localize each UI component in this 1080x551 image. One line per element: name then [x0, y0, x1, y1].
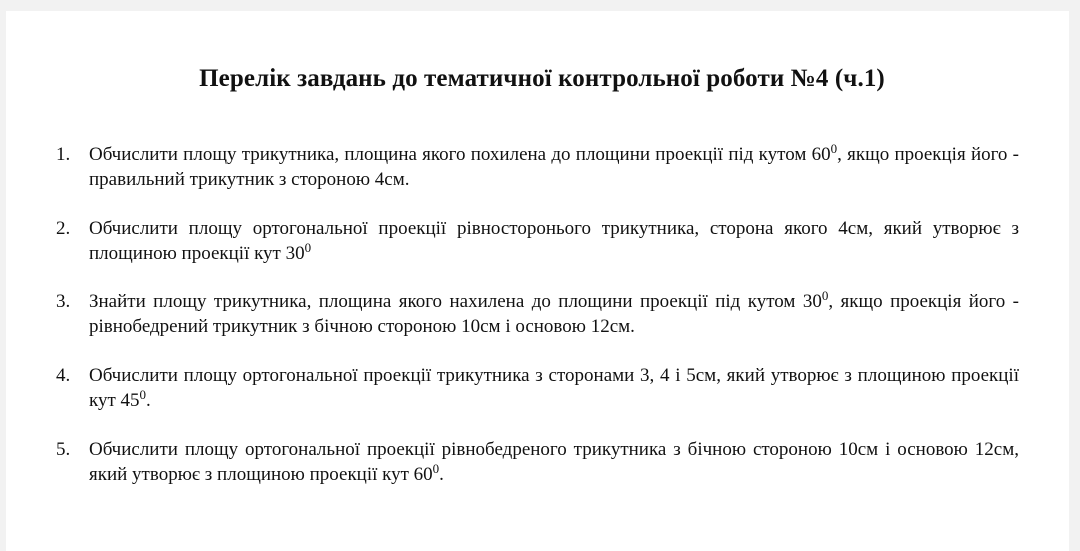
task-text: [89, 142, 1019, 192]
task-number: 2.: [56, 218, 71, 239]
task-text-tail: , якщо проекція його - правильний трикутник з стороною 4см.: [89, 144, 1019, 190]
task-item-1: [56, 142, 1019, 192]
degree-superscript: 0: [139, 387, 147, 402]
task-text-tail: , якщо проекція його - рівнобедрений трикутник з бічною стороною 10см і основою 12см.: [89, 291, 1019, 337]
task-text-main: Обчислити площу ортогональної проекції рівносторонього трикутника, сторона якого 4см, який утворює з площиною проекції кут 30: [89, 218, 1019, 264]
task-text: [89, 363, 1019, 413]
task-text: [89, 437, 1019, 487]
task-text-main: Обчислити площу ортогональної проекції трикутника з сторонами 3, 4 і 5см, який утворює з площиною проекції кут 45: [89, 365, 1019, 411]
document-page: [6, 11, 1069, 551]
task-text: [89, 289, 1019, 339]
degree-superscript: 0: [830, 141, 838, 156]
task-text-tail: .: [146, 390, 151, 411]
task-item-4: [56, 363, 1019, 413]
task-number: 5.: [56, 439, 71, 460]
task-number: 4.: [56, 365, 71, 386]
task-item-3: [56, 289, 1019, 339]
document-title: Перелік завдань до тематичної контрольної роботи №4 (ч.1): [199, 65, 885, 92]
task-number: 3.: [56, 291, 71, 312]
task-text: [89, 216, 1019, 266]
task-item-2: [56, 216, 1019, 266]
task-item-5: [56, 437, 1019, 487]
task-text-main: Обчислити площу ортогональної проекції рівнобедреного трикутника з бічною стороною 10см і основою 12см, який утворює з площиною проекції кут 60: [89, 439, 1019, 485]
degree-superscript: 0: [821, 288, 829, 303]
task-number: 1.: [56, 144, 71, 165]
task-text-main: Обчислити площу трикутника, площина якого похилена до площини проекції під кутом 60: [89, 144, 831, 165]
task-text-main: Знайти площу трикутника, площина якого нахилена до площини проекції під кутом 30: [89, 291, 822, 312]
degree-superscript: 0: [304, 240, 312, 255]
task-text-tail: .: [439, 464, 444, 485]
degree-superscript: 0: [432, 461, 440, 476]
